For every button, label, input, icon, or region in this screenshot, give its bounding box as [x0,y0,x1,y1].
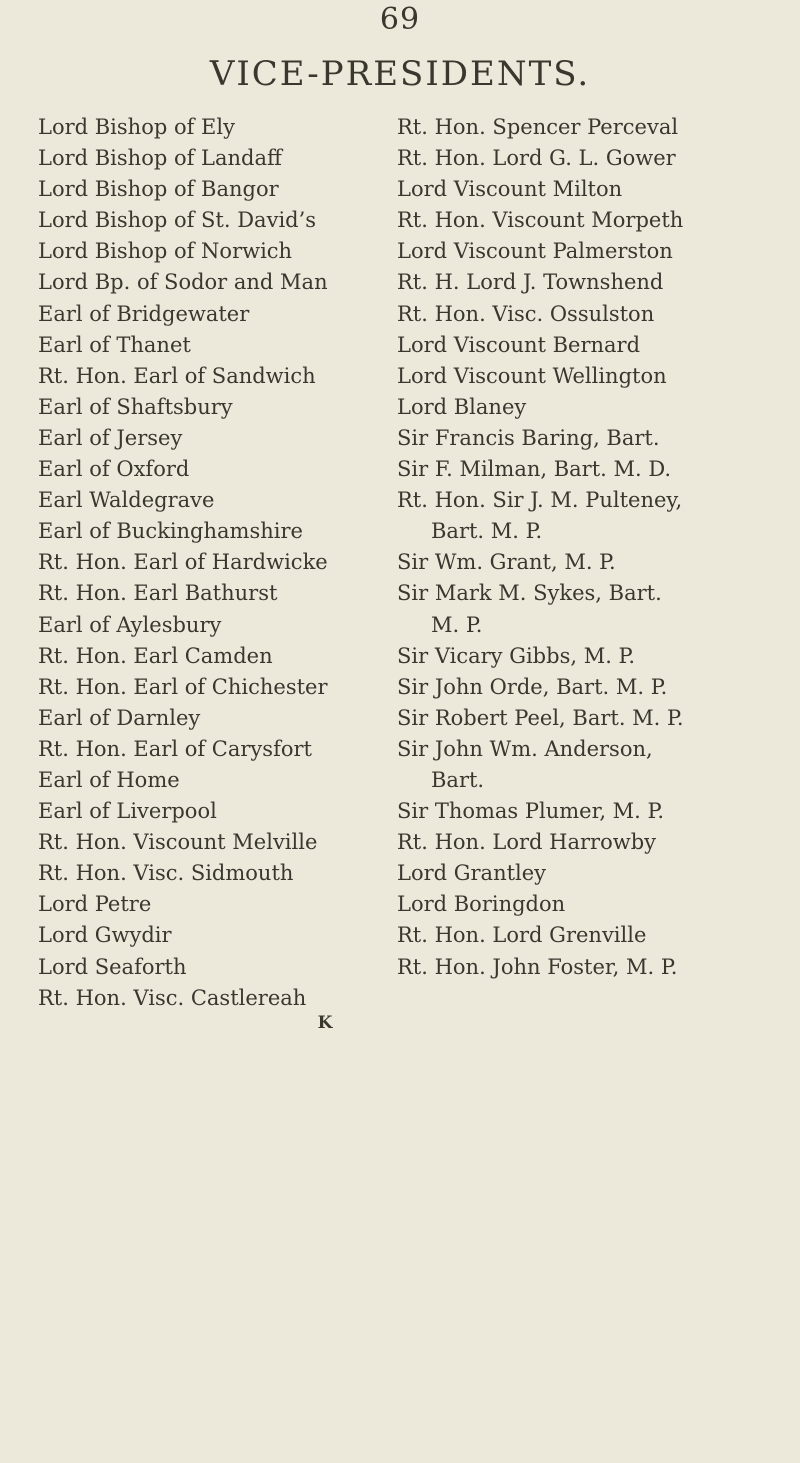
list-item: Rt. Hon. Lord Harrowby [397,830,657,855]
list-item: Lord Bp. of Sodor and Man [38,270,328,295]
list-item: Lord Grantley [397,861,547,886]
list-item: Sir Vicary Gibbs, M. P. [397,643,636,668]
list-item: Earl of Shaftsbury [38,394,233,419]
list-item: Lord Gwydir [38,923,172,948]
list-item: Sir Francis Baring, Bart. [397,425,660,450]
list-item: Earl of Buckinghamshire [38,519,303,544]
list-item: Lord Petre [38,892,152,917]
list-item: Sir Wm. Grant, M. P. [397,550,616,575]
list-item: Rt. Hon. Earl of Sandwich [38,363,316,388]
list-item: Rt. Hon. Spencer Perceval [397,115,679,139]
list-item: Rt. Hon. Visc. Sidmouth [38,861,294,886]
list-item: Lord Viscount Palmerston [397,239,673,264]
list-item: Earl of Thanet [38,332,191,357]
list-item: Rt. Hon. Viscount Morpeth [397,208,684,233]
list-item: Rt. Hon. Earl of Carysfort [38,736,312,761]
list-item: Lord Boringdon [397,892,566,917]
page-number: 69 [379,2,421,37]
list-item: Sir Mark M. Sykes, Bart. [397,581,662,606]
list-item: Lord Viscount Wellington [397,363,667,388]
list-item: Sir John Wm. Anderson, [397,736,653,761]
right-column-list [397,112,782,983]
list-item: Earl of Jersey [38,425,183,450]
list-item: Rt. Hon. Earl Bathurst [38,581,278,606]
list-item: Sir Robert Peel, Bart. M. P. [397,705,684,730]
list-item: Bart. M. P. [431,519,543,544]
list-item: Rt. Hon. Visc. Ossulston [397,301,655,326]
list-item: Lord Bishop of Bangor [38,177,279,202]
list-item: Earl Waldegrave [38,488,215,513]
list-item: Rt. Hon. John Foster, M. P. [397,954,678,979]
list-item: Bart. [431,767,485,792]
list-item: Earl of Liverpool [38,799,217,824]
left-column-list [38,112,383,1014]
list-item: Lord Bishop of Landaff [38,146,282,171]
list-item: Lord Bishop of St. David’s [38,208,317,233]
list-item: Lord Bishop of Norwich [38,239,293,264]
list-item: Earl of Darnley [38,705,201,730]
list-item: Earl of Home [38,767,180,792]
page-title: VICE-PRESIDENTS. [209,54,591,94]
list-item: Rt. Hon. Lord G. L. Gower [397,146,676,171]
list-item: Earl of Aylesbury [38,612,222,637]
list-item: Sir John Orde, Bart. M. P. [397,674,668,699]
signature-mark: K [317,1013,333,1033]
list-item: Earl of Oxford [38,457,190,482]
list-item: Lord Blaney [397,394,527,419]
list-item: Rt. Hon. Viscount Melville [38,830,318,855]
list-item: Rt. Hon. Lord Grenville [397,923,647,948]
list-item: Rt. Hon. Earl Camden [38,643,273,668]
list-item: Earl of Bridgewater [38,301,250,326]
list-item: Rt. Hon. Visc. Castlereah [38,985,307,1010]
list-item: Rt. Hon. Sir J. M. Pulteney, [397,488,683,513]
list-item: Sir F. Milman, Bart. M. D. [397,457,672,482]
list-item: Rt. Hon. Earl of Chichester [38,674,328,699]
list-item: Lord Viscount Milton [397,177,623,202]
list-item: Lord Viscount Bernard [397,332,641,357]
list-item: Lord Bishop of Ely [38,115,235,139]
list-item: Rt. H. Lord J. Townshend [397,270,664,295]
list-item: M. P. [431,612,483,637]
list-item: Lord Seaforth [38,954,187,979]
list-item: Rt. Hon. Earl of Hardwicke [38,550,328,575]
list-item: Sir Thomas Plumer, M. P. [397,799,665,824]
